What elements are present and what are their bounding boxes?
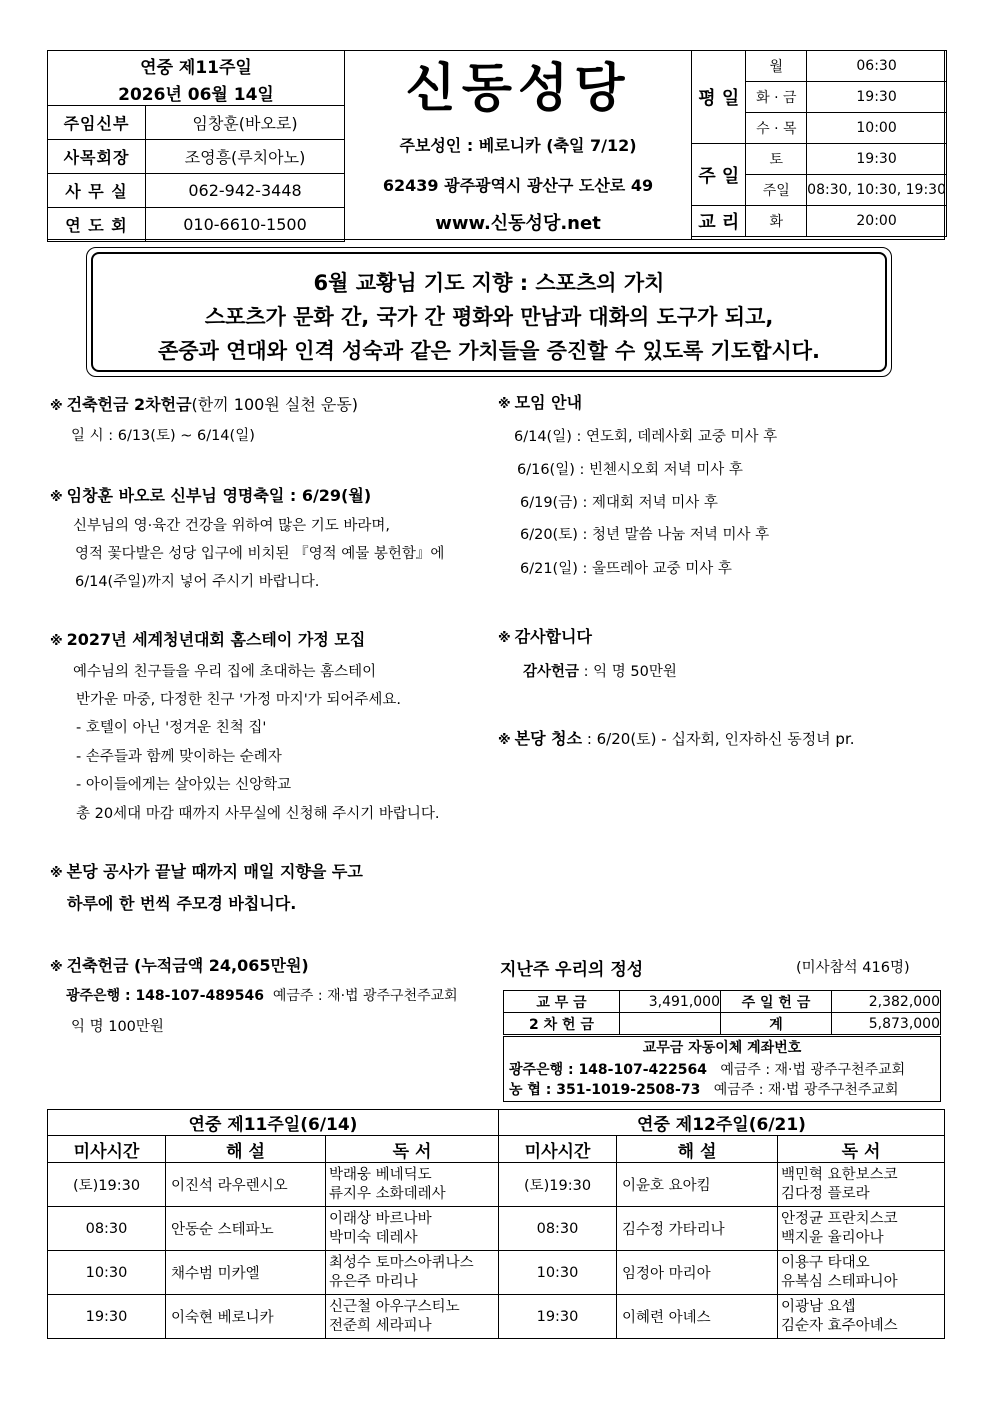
- reference-mark-icon: ※: [50, 634, 63, 649]
- mass-day: 화: [746, 206, 807, 237]
- mass-day: 화 · 금: [746, 82, 807, 113]
- auto-transfer-account: 광주은행 : 148-107-422564 예금주 : 재·법 광주구천주교회: [509, 1062, 906, 1078]
- homestay-line: 총 20세대 마감 때까지 사무실에 신청해 주시기 바랍니다.: [76, 806, 440, 822]
- ministry-schedule-table: [47, 1109, 945, 1339]
- homestay-line: - 아이들에게는 살아있는 신앙학교: [76, 777, 292, 793]
- offering-value: 3,491,000: [620, 991, 721, 1013]
- mass-time: 19:30: [807, 144, 947, 175]
- attendance-count: (미사참석 416명): [796, 960, 910, 976]
- feast-line: 6/14(주일)까지 넣어 주시기 바랍니다.: [75, 574, 320, 590]
- auto-transfer-title: 교무금 자동이체 계좌번호: [642, 1040, 802, 1056]
- auto-transfer-account: 농 협 : 351-1019-2508-73 예금주 : 재·법 광주구천주교회: [509, 1082, 899, 1098]
- thanks-line: 감사헌금 : 익 명 50만원: [523, 664, 677, 680]
- col-commentator: 해 설: [617, 1136, 778, 1163]
- prayer-line: 스포츠가 문화 간, 국가 간 평화와 만남과 대화의 도구가 되고,: [204, 305, 774, 329]
- week12-header: 연중 제12주일(6/21): [499, 1110, 945, 1136]
- col-reader: 독 서: [326, 1136, 499, 1163]
- info-value: 062-942-3448: [146, 174, 345, 208]
- info-key: 사목회장: [48, 140, 146, 174]
- info-value: 임창훈(바오로): [146, 106, 345, 140]
- info-key: 사 무 실: [48, 174, 146, 208]
- table-row: 08:30 안동순 스테파노 이래상 바르나바 박미숙 데레사 08:30 김수정 가타리나 안정균 프란치스코 백지윤 율리아나: [48, 1207, 945, 1251]
- week11-header: 연중 제11주일(6/14): [48, 1110, 499, 1136]
- offering-label: 계: [721, 1013, 832, 1035]
- offering-value: 2,382,000: [832, 991, 941, 1013]
- mass-time: 06:30: [807, 51, 947, 82]
- address: 62439 광주광역시 광산구 도산로 49: [382, 176, 654, 195]
- homestay-line: 예수님의 친구들을 우리 집에 초대하는 홈스테이: [73, 664, 377, 680]
- reference-mark-icon: ※: [498, 397, 511, 412]
- prayer-inner-frame: [91, 252, 887, 372]
- feast-line: 신부님의 영·육간 건강을 위하여 많은 기도 바라며,: [73, 518, 391, 534]
- sunday-label: 주 일: [692, 144, 746, 206]
- homestay-line: - 손주들과 함께 맞이하는 순례자: [76, 749, 282, 765]
- table-row: 19:30 이숙현 베로니카 신근철 아우구스티노 전준희 세라피나 19:30 이혜련 아녜스 이광남 요셉 김순자 효주아녜스: [48, 1295, 945, 1339]
- bulletin-header: [47, 50, 945, 240]
- feast-line: 영적 꽃다발은 성당 입구에 비치된 『영적 예물 봉헌함』에: [75, 546, 445, 562]
- header-title-panel: [345, 51, 692, 239]
- mass-time: 10:00: [807, 113, 947, 144]
- mass-day: 토: [746, 144, 807, 175]
- meeting-item: 6/14(일) : 연도회, 데레사회 교중 미사 후: [514, 429, 778, 445]
- prayer-line: 존중과 연대와 인격 성숙과 같은 가치들을 증진할 수 있도록 기도합시다.: [157, 339, 821, 363]
- date-label: 2026년 06월 14일: [118, 85, 274, 105]
- col-commentator: 해 설: [166, 1136, 326, 1163]
- prayer-line: 6월 교황님 기도 지향 : 스포츠의 가치: [313, 271, 665, 295]
- offering-value: 5,873,000: [832, 1013, 941, 1035]
- table-row: (토)19:30 이진석 라우렌시오 박래웅 베네딕도 류지우 소화데레사 (토)19:30 이윤호 요아킴 백민혁 요한보스코 김다정 플로라: [48, 1163, 945, 1207]
- mass-day: 월: [746, 51, 807, 82]
- offering-label: 2 차 헌 금: [504, 1013, 620, 1035]
- meeting-item: 6/21(일) : 울뜨레아 교중 미사 후: [520, 561, 732, 577]
- table-row: 10:30 채수범 미카엘 최성수 토마스아퀴나스 유은주 마리나 10:30 임정아 마리아 이용구 타대오 유복심 스테파니아: [48, 1251, 945, 1295]
- reference-mark-icon: ※: [50, 866, 63, 881]
- cleaning-line: ※ 본당 청소 : 6/20(토) - 십자회, 인자하신 동정녀 pr.: [498, 729, 855, 748]
- offering-label: 교 무 금: [504, 991, 620, 1013]
- offering-label: 주 일 헌 금: [721, 991, 832, 1013]
- homestay-line: - 호텔이 아닌 '정겨운 친척 집': [76, 720, 267, 736]
- rosary-heading: ※ 본당 공사가 끝날 때까지 매일 지향을 두고: [50, 862, 363, 881]
- homestay-line: 반가운 마중, 다정한 친구 '가정 마지'가 되어주세요.: [76, 692, 401, 708]
- thanks-heading: ※ 감사합니다: [498, 627, 592, 646]
- catechism-label: 교 리: [692, 206, 746, 237]
- building-fund-donor: 익 명 100만원: [71, 1019, 164, 1035]
- info-key: 연 도 회: [48, 208, 146, 242]
- mass-day: 수 · 목: [746, 113, 807, 144]
- meeting-item: 6/20(토) : 청년 말씀 나눔 저녁 미사 후: [520, 527, 770, 543]
- mass-time: 19:30: [807, 82, 947, 113]
- auto-transfer-box: [503, 1036, 941, 1102]
- mass-schedule-table: [691, 50, 947, 237]
- parish-title: 신동성당: [405, 59, 631, 119]
- website-link[interactable]: www.신동성당.net: [435, 213, 601, 234]
- header-info-panel: [48, 51, 345, 239]
- mass-schedule-panel: [692, 51, 946, 239]
- building-fund-account: 광주은행 : 148-107-489546 예금주 : 재·법 광주구천주교회: [66, 988, 458, 1004]
- info-key: 주임신부: [48, 106, 146, 140]
- offering-heading: 지난주 우리의 정성: [500, 960, 644, 980]
- weekday-label: 평 일: [692, 51, 746, 144]
- col-mass-time: 미사시간: [48, 1136, 166, 1163]
- feast-heading: ※ 임창훈 바오로 신부님 영명축일 : 6/29(월): [50, 486, 372, 505]
- meeting-item: 6/19(금) : 제대회 저녁 미사 후: [520, 495, 718, 511]
- mass-time: 08:30, 10:30, 19:30: [807, 175, 947, 206]
- reference-mark-icon: ※: [498, 631, 511, 646]
- building-2nd-date: 일 시 : 6/13(토) ~ 6/14(일): [71, 428, 255, 444]
- col-mass-time: 미사시간: [499, 1136, 617, 1163]
- homestay-heading: ※ 2027년 세계청년대회 홈스테이 가정 모집: [50, 630, 366, 649]
- reference-mark-icon: ※: [50, 399, 63, 414]
- reference-mark-icon: ※: [50, 490, 63, 505]
- week-label: 연중 제11주일: [140, 58, 252, 78]
- info-value: 010-6610-1500: [146, 208, 345, 242]
- meeting-item: 6/16(일) : 빈첸시오회 저녁 미사 후: [517, 462, 743, 478]
- col-reader: 독 서: [778, 1136, 945, 1163]
- reference-mark-icon: ※: [50, 960, 63, 975]
- building-2nd-heading: ※ 건축헌금 2차헌금(한끼 100원 실천 운동): [50, 395, 359, 414]
- offering-value: [620, 1013, 721, 1035]
- mass-day: 주일: [746, 175, 807, 206]
- mass-time: 20:00: [807, 206, 947, 237]
- building-fund-heading: ※ 건축헌금 (누적금액 24,065만원): [50, 956, 309, 975]
- info-table: [47, 105, 345, 242]
- info-value: 조영흥(루치아노): [146, 140, 345, 174]
- patron-saint: 주보성인 : 베로니카 (축일 7/12): [399, 136, 637, 155]
- offering-table: [503, 990, 941, 1035]
- prayer-intention-box: [86, 247, 892, 377]
- meetings-heading: ※ 모임 안내: [498, 393, 583, 412]
- rosary-line: 하루에 한 번씩 주모경 바칩니다.: [67, 894, 297, 913]
- reference-mark-icon: ※: [498, 733, 511, 748]
